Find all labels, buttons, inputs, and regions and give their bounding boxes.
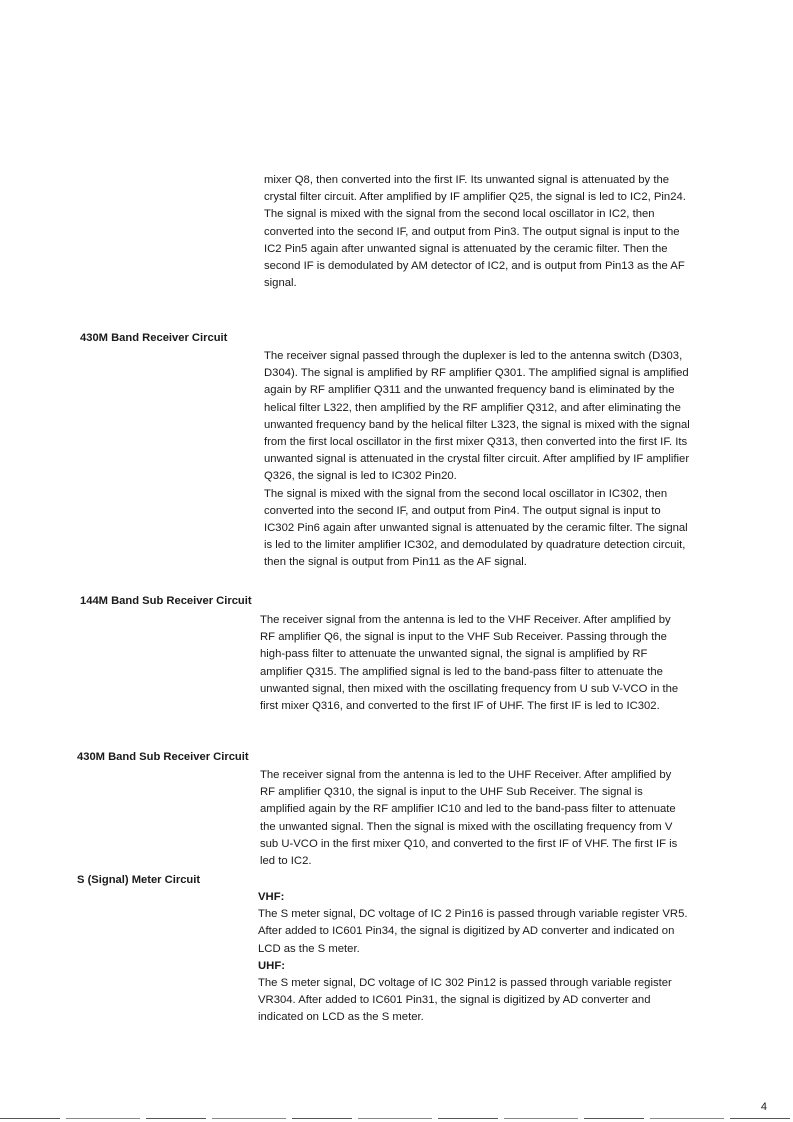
section-430m-receiver-paragraph-2: The signal is mixed with the signal from the second local oscillator in IC302, then converted into the second IF, and output from Pin4. The output signal is input to IC302 Pin6 again after unwanted signal is attenuated by the ceramic filter. The signal is led to the limiter amplifier IC302, and demodulated by quadrature detection circuit, then the signal is output from Pin11 as the AF signal.: [264, 487, 688, 569]
section-430m-sub-receiver-paragraph-1: The receiver signal from the antenna is led to the UHF Receiver. After amplified by RF amplifier Q310, the signal is input to the UHF Sub Receiver. The signal is amplified again by the RF amplifier IC10 and led to the band-pass filter to attenuate the unwanted signal. Then the signal is mixed with the oscillating frequency from V sub U-VCO in the first mixer Q10, and converted to the first IF of VHF. The first IF is led to IC2.: [260, 769, 678, 868]
section-430m-receiver-text: [264, 348, 692, 572]
page-number: 4: [760, 1101, 767, 1113]
section-heading-430m-receiver: 430M Band Receiver Circuit: [80, 332, 228, 344]
section-s-meter-text: [258, 889, 690, 1027]
intro-paragraph-1: mixer Q8, then converted into the first IF. Its unwanted signal is attenuated by the crystal filter circuit. After amplified by IF amplifier Q25, the signal is led to IC2, Pin24.: [264, 174, 686, 204]
section-430m-sub-receiver-text: [260, 767, 688, 870]
uhf-label: UHF:: [258, 959, 285, 972]
vhf-label: VHF:: [258, 891, 285, 903]
section-144m-sub-receiver-paragraph-1: The receiver signal from the antenna is led to the VHF Receiver. After amplified by RF amplifier Q6, the signal is input to the VHF Sub Receiver. Passing through the high-pass filter to attenuate the unwanted signal, the signal is amplified by RF amplifier Q315. The amplified signal is led to the band-pass filter to attenuate the unwanted signal, then mixed with the oscillating frequency from U sub V-VCO in the first mixer Q316, and converted to the first IF of UHF. The first IF is led to IC302.: [260, 614, 679, 713]
page-footer-rule: [0, 1118, 793, 1119]
section-heading-s-meter: S (Signal) Meter Circuit: [77, 874, 201, 886]
intro-paragraph-2: The signal is mixed with the signal from the second local oscillator in IC2, then converted into the second IF, and output from Pin3. The output signal is input to the IC2 Pin5 again after unwanted signal is attenuated by the ceramic filter. Then the second IF is demodulated by AM detector of IC2, and is output from Pin13 as the AF signal.: [264, 208, 685, 290]
uhf-paragraph: The S meter signal, DC voltage of IC 302 Pin12 is passed through variable register VR304. After added to IC601 Pin31, the signal is digitized by AD converter and indicated on LCD as the S meter.: [258, 977, 672, 1024]
section-430m-receiver-paragraph-1: The receiver signal passed through the duplexer is led to the antenna switch (D303, D304). The signal is amplified by RF amplifier Q301. The amplified signal is amplified again by RF amplifier Q311 and the unwanted frequency band is eliminated by the helical filter L322, then amplified by the RF amplifier Q312, and after eliminating the unwanted frequency band by the helical filter L323, the signal is mixed with the signal from the first local oscillator in the first mixer Q313, then converted into the first IF. Its unwanted signal is attenuated in the crystal filter circuit. After amplified by IF amplifier Q326, the signal is led to IC302 Pin20.: [264, 350, 690, 483]
vhf-paragraph: The S meter signal, DC voltage of IC 2 Pin16 is passed through variable register VR5. After added to IC601 Pin34, the signal is digitized by AD converter and indicated on LCD as the S meter.: [258, 908, 688, 955]
intro-text: [264, 172, 692, 292]
section-heading-430m-sub-receiver: 430M Band Sub Receiver Circuit: [77, 751, 249, 763]
section-heading-144m-sub-receiver: 144M Band Sub Receiver Circuit: [80, 595, 252, 607]
section-144m-sub-receiver-text: [260, 612, 688, 715]
